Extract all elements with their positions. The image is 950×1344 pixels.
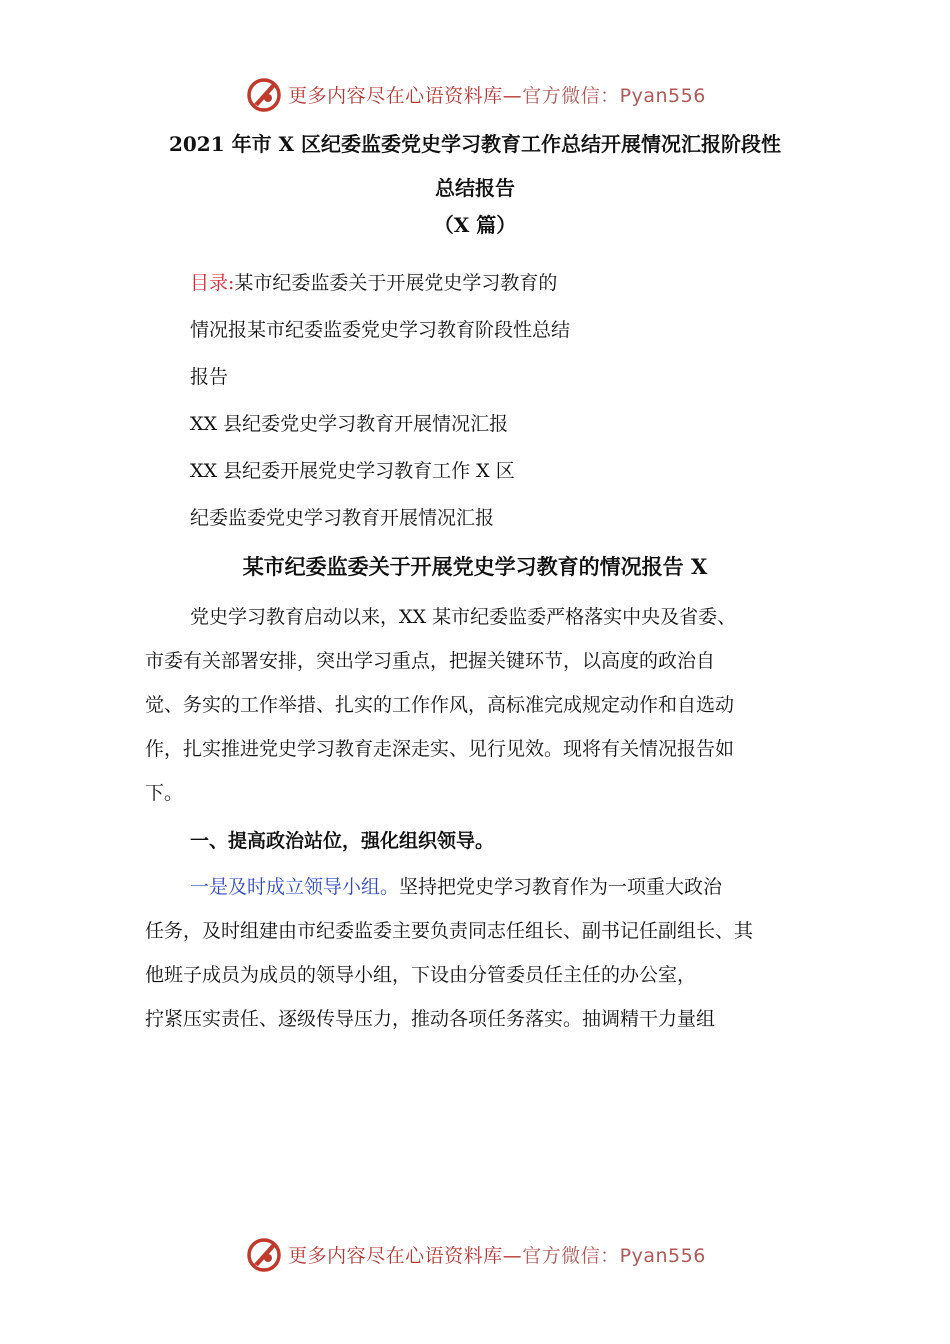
toc-line-5: XX 县纪委开展党史学习教育工作 X 区 <box>190 460 515 482</box>
para1-lead: 一是及时成立领导小组。 <box>190 876 400 898</box>
intro-line-5: 下。 <box>145 782 184 804</box>
section-title: 某市纪委监委关于开展党史学习教育的情况报告 X <box>242 554 708 579</box>
toc-line-2: 情况报某市纪委监委党史学习教育阶段性总结 <box>190 319 571 341</box>
toc-line-1: 目录:某市纪委监委关于开展党史学习教育的 <box>190 272 558 294</box>
intro-line-1: 党史学习教育启动以来，XX 某市纪委监委严格落实中央及省委、 <box>190 606 737 628</box>
pen-hand-logo-icon <box>244 74 284 114</box>
watermark-banner-bottom <box>0 1234 950 1274</box>
para1-line-2: 任务，及时组建由市纪委监委主要负责同志任组长、副书记任副组长、其 <box>145 920 754 942</box>
intro-line-3: 觉、务实的工作举措、扎实的工作作风，高标准完成规定动作和自选动 <box>145 694 735 716</box>
pen-hand-logo-icon <box>244 1234 284 1274</box>
watermark-text: 更多内容尽在心语资料库—官方微信：Pyan556 <box>288 84 706 107</box>
doc-title-line3: （X 篇） <box>433 213 517 237</box>
toc-line-4: XX 县纪委党史学习教育开展情况汇报 <box>190 413 509 435</box>
para1-line-1: 一是及时成立领导小组。坚持把党史学习教育作为一项重大政治 <box>190 876 723 898</box>
toc-line-3: 报告 <box>190 366 229 388</box>
intro-line-2: 市委有关部署安排，突出学习重点，把握关键环节，以高度的政治自 <box>145 650 716 672</box>
para1-line-4: 拧紧压实责任、逐级传导压力，推动各项任务落实。抽调精干力量组 <box>145 1008 716 1030</box>
watermark-text: 更多内容尽在心语资料库—官方微信：Pyan556 <box>288 1244 706 1267</box>
intro-line-4: 作，扎实推进党史学习教育走深走实、见行见效。现将有关情况报告如 <box>145 738 735 760</box>
watermark-banner-top <box>0 74 950 114</box>
doc-title-line2: 总结报告 <box>435 176 515 200</box>
toc-line-6: 纪委监委党史学习教育开展情况汇报 <box>190 507 495 529</box>
toc-label: 目录: <box>190 272 235 294</box>
heading-1: 一、提高政治站位，强化组织领导。 <box>190 830 495 852</box>
doc-title-line1: 2021 年市 X 区纪委监委党史学习教育工作总结开展情况汇报阶段性 <box>168 132 782 156</box>
para1-line-3: 他班子成员为成员的领导小组，下设由分管委员任主任的办公室， <box>145 964 697 986</box>
